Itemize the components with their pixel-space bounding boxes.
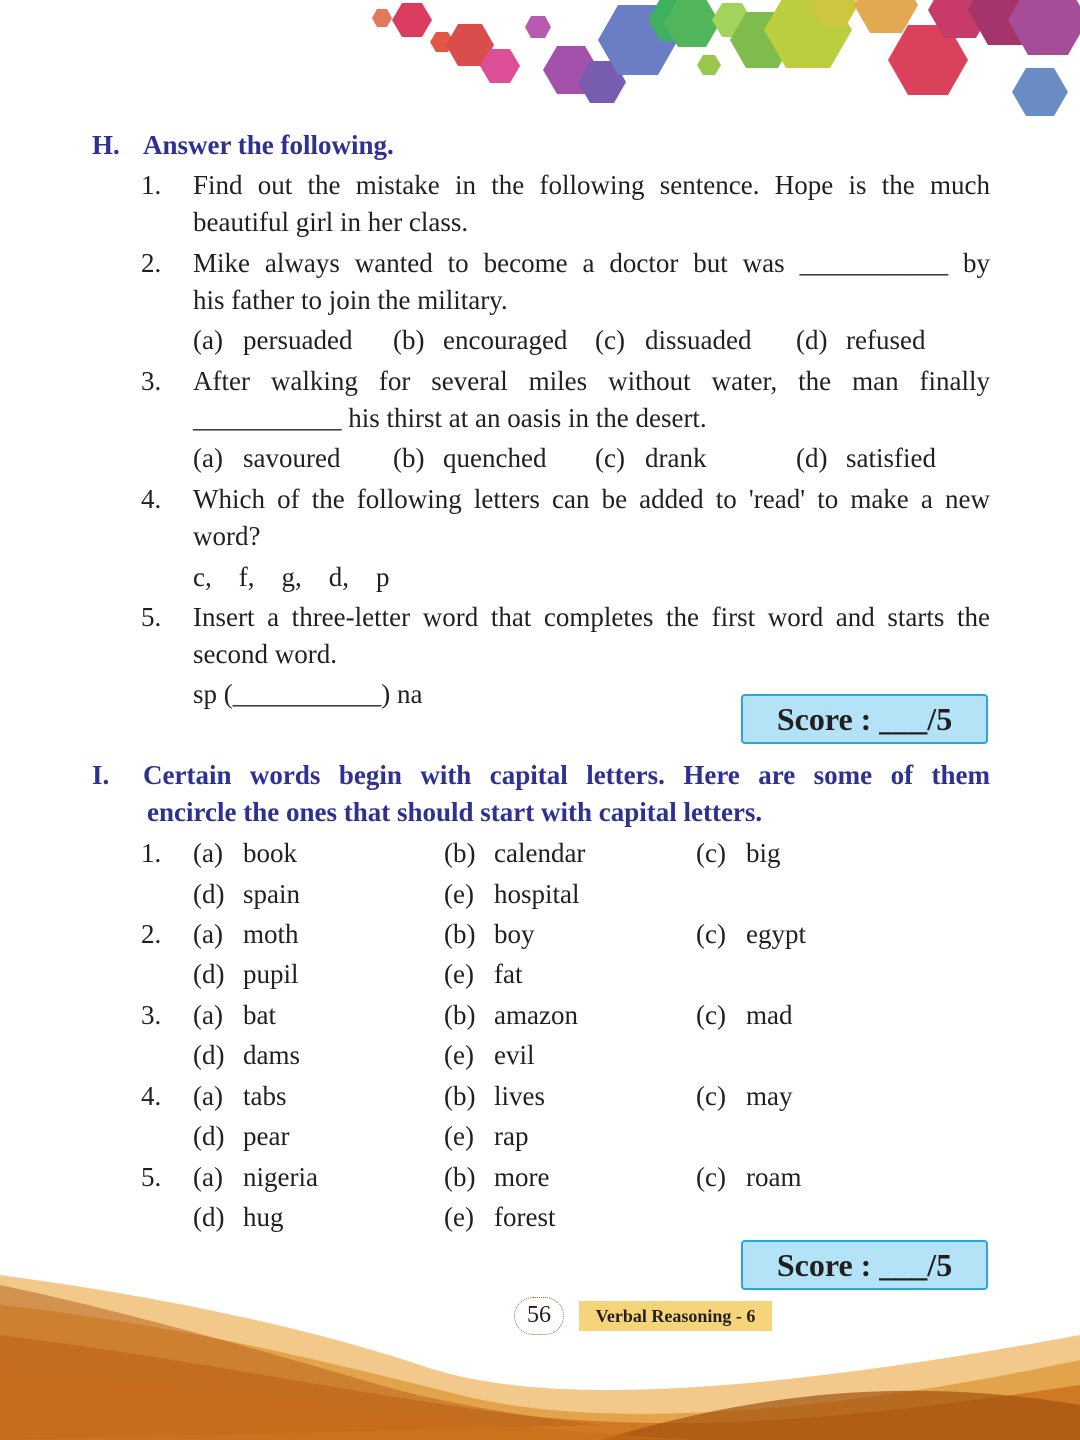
- letter-options: c, f, g, d, p: [193, 562, 390, 592]
- option-a: (a) savoured: [193, 443, 341, 473]
- score-box-h: Score : ___/5: [741, 694, 988, 744]
- question-text-line: word?: [193, 521, 261, 551]
- book-title-tag: Verbal Reasoning - 6: [579, 1301, 772, 1331]
- question-text-line: second word.: [193, 639, 337, 669]
- decorative-hexagon-banner: [0, 0, 1080, 125]
- word-option[interactable]: (b) boy: [444, 919, 535, 949]
- option-c: (c) dissuaded: [595, 325, 752, 355]
- word-option[interactable]: (b) more: [444, 1162, 550, 1192]
- row-number: 3.: [141, 1000, 162, 1030]
- row-number: 1.: [141, 838, 162, 868]
- word-option[interactable]: (d) dams: [193, 1040, 300, 1070]
- option-c: (c) drank: [595, 443, 707, 473]
- question-5: [0, 599, 1080, 673]
- decorative-wave-footer: [0, 1265, 1080, 1440]
- question-4: [0, 481, 1080, 555]
- word-option[interactable]: (a) moth: [193, 919, 299, 949]
- question-1: [0, 167, 1080, 241]
- row-number: 4.: [141, 1081, 162, 1111]
- option-d: (d) satisfied: [796, 443, 936, 473]
- option-a: (a) persuaded: [193, 325, 353, 355]
- row-number: 5.: [141, 1162, 162, 1192]
- question-text-line: ___________ his thirst at an oasis in the desert.: [193, 403, 707, 433]
- section-h-letter: H.: [92, 130, 120, 160]
- word-option[interactable]: (d) hug: [193, 1202, 284, 1232]
- question-text-line: Mike always wanted to become a doctor but was ___________ by: [193, 248, 990, 278]
- row-number: 2.: [141, 919, 162, 949]
- question-number: 2.: [141, 248, 162, 278]
- word-option[interactable]: (e) hospital: [444, 879, 580, 909]
- word-option[interactable]: (b) lives: [444, 1081, 545, 1111]
- question-number: 4.: [141, 484, 162, 514]
- word-option[interactable]: (a) bat: [193, 1000, 276, 1030]
- word-option[interactable]: (d) pupil: [193, 959, 299, 989]
- question-number: 3.: [141, 366, 162, 396]
- section-i-letter: I.: [92, 760, 110, 790]
- word-option[interactable]: (a) book: [193, 838, 297, 868]
- word-option[interactable]: (c) big: [696, 838, 781, 868]
- section-h-title: Answer the following.: [143, 130, 394, 160]
- section-i-heading: [0, 757, 1080, 831]
- word-option[interactable]: (a) nigeria: [193, 1162, 318, 1192]
- word-option[interactable]: (e) rap: [444, 1121, 529, 1151]
- question-text-line: After walking for several miles without water, the man finally: [193, 366, 990, 396]
- fill-in-blank: sp (___________) na: [193, 679, 423, 709]
- word-option[interactable]: (e) fat: [444, 959, 523, 989]
- word-option[interactable]: (e) evil: [444, 1040, 535, 1070]
- word-option[interactable]: (c) roam: [696, 1162, 802, 1192]
- score-box-i: Score : ___/5: [741, 1240, 988, 1290]
- question-number: 5.: [141, 602, 162, 632]
- question-3: [0, 363, 1080, 437]
- section-h-heading: [0, 127, 1080, 164]
- page-number: 56: [514, 1297, 564, 1335]
- word-option[interactable]: (c) may: [696, 1081, 793, 1111]
- word-option[interactable]: (c) egypt: [696, 919, 806, 949]
- word-option[interactable]: (b) calendar: [444, 838, 586, 868]
- option-b: (b) quenched: [393, 443, 547, 473]
- section-i-title-line: encircle the ones that should start with capital letters.: [147, 797, 763, 827]
- section-i-title-line: Certain words begin with capital letters. Here are some of them: [143, 760, 990, 790]
- word-option[interactable]: (c) mad: [696, 1000, 793, 1030]
- option-d: (d) refused: [796, 325, 926, 355]
- word-option[interactable]: (d) pear: [193, 1121, 290, 1151]
- question-text-line: his father to join the military.: [193, 285, 508, 315]
- question-text-line: Insert a three-letter word that completes the first word and starts the: [193, 602, 990, 632]
- word-option[interactable]: (d) spain: [193, 879, 300, 909]
- question-text-line: Find out the mistake in the following sentence. Hope is the much: [193, 170, 990, 200]
- word-option[interactable]: (b) amazon: [444, 1000, 578, 1030]
- question-text-line: beautiful girl in her class.: [193, 207, 469, 237]
- word-option[interactable]: (e) forest: [444, 1202, 556, 1232]
- word-option[interactable]: (a) tabs: [193, 1081, 287, 1111]
- question-number: 1.: [141, 170, 162, 200]
- question-text-line: Which of the following letters can be added to 'read' to make a new: [193, 484, 990, 514]
- option-b: (b) encouraged: [393, 325, 568, 355]
